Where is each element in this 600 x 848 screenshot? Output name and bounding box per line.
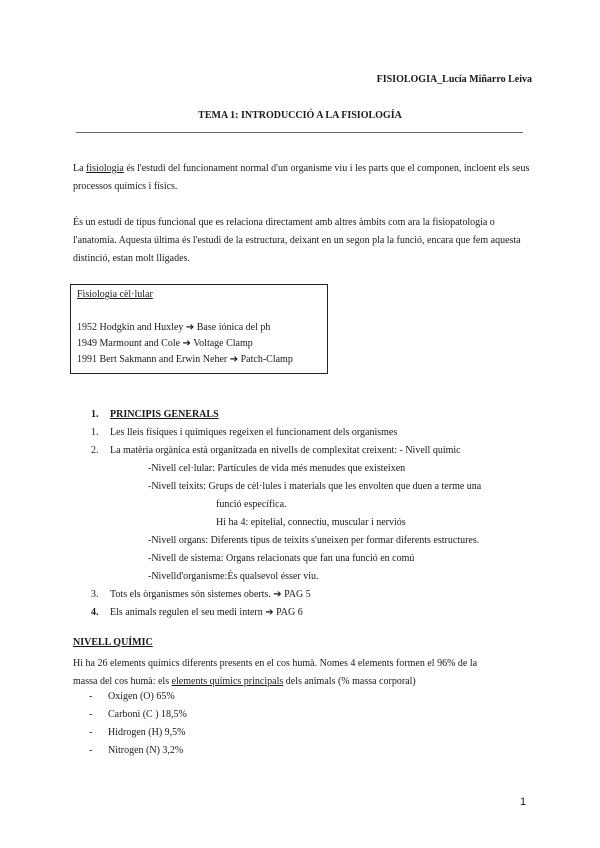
document-header: FISIOLOGIA_Lucía Miñarro Leiva xyxy=(376,74,532,85)
section-heading: PRINCIPIS GENERALS xyxy=(110,409,219,420)
bullet: - xyxy=(89,727,93,738)
nivell-quimic-line-1: Hi ha 26 elements químics diferents presents en el cos humà. Nomes 4 elements formen el 96% de la xyxy=(73,658,478,669)
level-organisme: -Nivelld'organisme:És qualsevol ésser viu. xyxy=(148,571,319,582)
bullet: - xyxy=(89,709,93,720)
fisiologia-term: fisiologia xyxy=(86,163,124,174)
list-number: 2. xyxy=(91,445,99,456)
intro-paragraph-1 xyxy=(73,160,533,196)
bullet: - xyxy=(89,691,93,702)
elements-principals-term: elements químics principals xyxy=(171,676,284,687)
list-item: Els animals regulen el seu medi intern ➔ PAG 6 xyxy=(110,607,303,618)
element-item: Carboni (C ) 18,5% xyxy=(108,709,187,720)
level-teixits-types: Hi ha 4: epitelial, connectiu, muscular i nerviós xyxy=(216,517,406,528)
fisiologia-cellular-box xyxy=(70,284,328,374)
list-number: 1. xyxy=(91,427,99,438)
list-number: 4. xyxy=(91,607,99,618)
nivell-quimic-line-2 xyxy=(73,673,533,691)
element-item: Nitrogen (N) 3,2% xyxy=(108,745,184,756)
nivell-quimic-heading: NIVELL QUÍMIC xyxy=(73,637,153,648)
section-number: 1. xyxy=(91,409,99,420)
box-line: 1952 Hodgkin and Huxley ➔ Base iónica del ph xyxy=(77,322,271,333)
intro-paragraph-2: És un estudi de tipus funcional que es relaciona directament amb altres àmbits com ara la fisiopatologia o l'anatomia. Aquesta última és l'estudi de la estructura, deixant en un segon pla la funció, encara que fem aquesta distinció, estan molt lligades. xyxy=(73,217,521,264)
title-divider xyxy=(76,132,523,133)
level-cellular: -Nivell cel·lular: Partícules de vida més menudes que existeixen xyxy=(148,463,406,474)
level-teixits: -Nivell teixits: Grups de cèl·lules i materials que les envolten que duen a terme una xyxy=(148,481,482,492)
element-item: Hidrogen (H) 9,5% xyxy=(108,727,186,738)
text: dels animals (% massa corporal) xyxy=(283,676,416,687)
level-sistema: -Nivell de sistema: Organs relacionats que fan una funció en comú xyxy=(148,553,415,564)
text: massa del cos humà: els xyxy=(73,676,172,687)
list-item: La matèria orgànica està organitzada en nivells de complexitat creixent: - Nivell químic xyxy=(110,445,461,456)
box-title: Fisiologia cèl·lular xyxy=(77,289,153,300)
list-item: Tots els òrganismes són sistemes oberts. ➔ PAG 5 xyxy=(110,589,311,600)
element-item: Oxigen (O) 65% xyxy=(108,691,175,702)
page-title: TEMA 1: INTRODUCCIÓ A LA FISIOLOGÍA xyxy=(198,110,402,121)
box-line: 1991 Bert Sakmann and Erwin Neher ➔ Patch-Clamp xyxy=(77,354,293,365)
level-organs: -Nivell organs: Diferents tipus de teixits s'uneixen per formar diferents estructures. xyxy=(148,535,480,546)
intro-text: La xyxy=(73,163,87,174)
list-item: Les lleis físiques i químiques regeixen el funcionament dels organismes xyxy=(110,427,398,438)
list-number: 3. xyxy=(91,589,99,600)
bullet: - xyxy=(89,745,93,756)
box-line: 1949 Marmount and Cole ➔ Voltage Clamp xyxy=(77,338,253,349)
page-number: 1 xyxy=(520,796,527,808)
level-teixits-cont: funció específica. xyxy=(216,499,287,510)
intro-text-cont: és l'estudi del funcionament normal d'un organisme viu i les parts que el componen, incloent els seus processos químics i físics. xyxy=(73,163,530,192)
